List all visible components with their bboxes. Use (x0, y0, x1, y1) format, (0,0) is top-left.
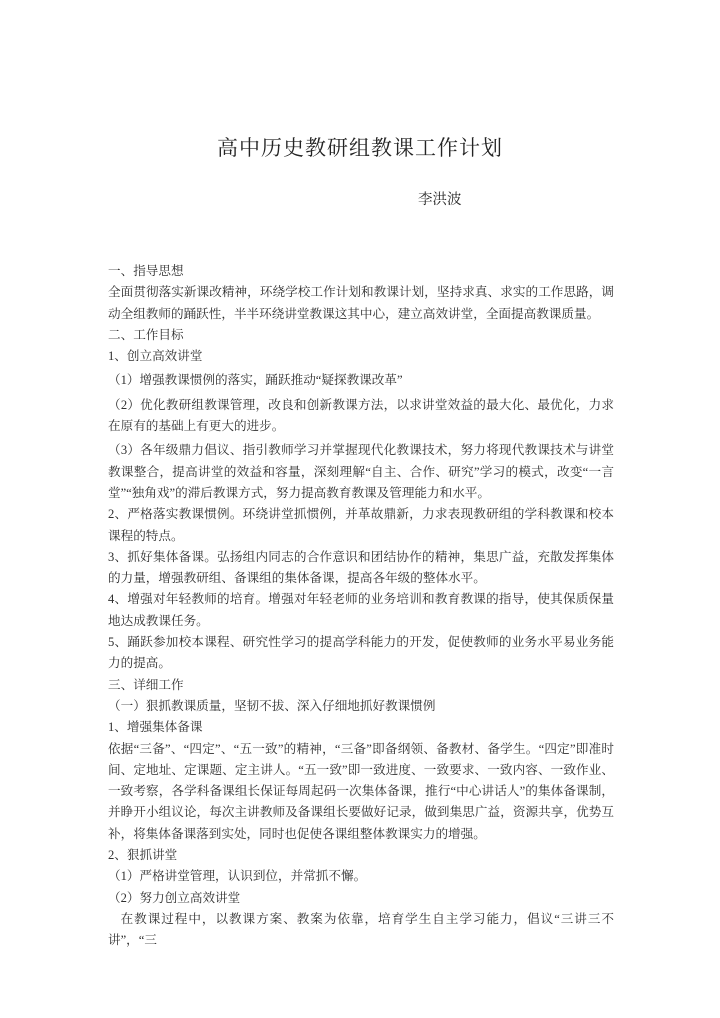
paragraph: 一、指导思想 (108, 264, 184, 278)
paragraph: 三、详细工作 (108, 677, 184, 692)
paragraph: 4、增强对年轻教师的培育。增强对年轻老师的业务培训和教育教课的指导，使其保质保量地达成教课任务。 (108, 592, 614, 628)
paragraph: 2、严格落实教课惯例。环绕讲堂抓惯例，并革故鼎新，力求表现教研组的学科教课和校本课程的特点。 (108, 507, 614, 543)
paragraph: 1、创立高效讲堂 (108, 349, 203, 364)
paragraph: 二、工作目标 (108, 327, 184, 342)
paragraph: 在教课过程中，以教课方案、教案为依靠，培育学生自主学习能力，倡议“三讲三不讲”，“三 (108, 911, 614, 948)
paragraph: 依据“三备”、“四定”、“五一致”的精神，“三备”即备纲领、备教材、备学生。“四定”即准时间、定地址、定课题、定主讲人。“五一致”即一致进度、一致要求、一致内容、一致作业、一致考察，各学科备课组长保证每周起码一次集体备课，推行“中心讲话人”的集体备课制，并睁开小组议论，每次主讲教师及备课组长要做好记录，做到集思广益，资源共享，优势互补，将集体备课落到实处，同时也促使各课组整体教课实力的增强。 (108, 741, 614, 841)
paragraph: 2、狠抓讲堂 (108, 848, 178, 863)
paragraph: （一）狠抓教课质量，坚韧不拔、深入仔细地抓好教课惯例 (108, 698, 436, 713)
document-title: 高中历史教研组教课工作计划 (217, 136, 503, 160)
paragraph: （1）严格讲堂管理，认识到位，并常抓不懈。 (108, 869, 367, 884)
paragraph: 全面贯彻落实新课改精神，环绕学校工作计划和教课计划，坚持求真、求实的工作思路，调动全组教师的踊跃性，半半环绕讲堂教课这其中心，建立高效讲堂，全面提高教课质量。 (108, 285, 614, 321)
document-author: 李洪波 (418, 192, 462, 208)
paragraph: 1、增强集体备课 (108, 720, 203, 735)
paragraph: 3、抓好集体备课。弘扬组内同志的合作意识和团结协作的精神，集思广益，充散发挥集体的力量，增强教研组、备课组的集体备课，提高各年级的整体水平。 (108, 549, 614, 586)
paragraph: （3）各年级鼎力倡议、指引教师学习并掌握现代化教课技术，努力将现代教课技术与讲堂教课整合，提高讲堂的效益和容量，深刻理解“自主、合作、研究”学习的模式，改变“一言堂”“独角戏”的滞后教课方式，努力提高教育教课及管理能力和水平。 (108, 443, 614, 500)
paragraph: （2）努力创立高效讲堂 (108, 890, 241, 905)
paragraph: （2）优化教研组教课管理，改良和创新教课方法，以求讲堂效益的最大化、最优化，力求在原有的基础上有更大的进步。 (108, 397, 614, 434)
paragraph: 5、踊跃参加校本课程、研究性学习的提高学科能力的开发，促使教师的业务水平易业务能力的提高。 (108, 635, 614, 671)
paragraph: （1）增强教课惯例的落实，踊跃推动“疑探教课改革” (108, 373, 403, 388)
document-body (108, 261, 614, 952)
